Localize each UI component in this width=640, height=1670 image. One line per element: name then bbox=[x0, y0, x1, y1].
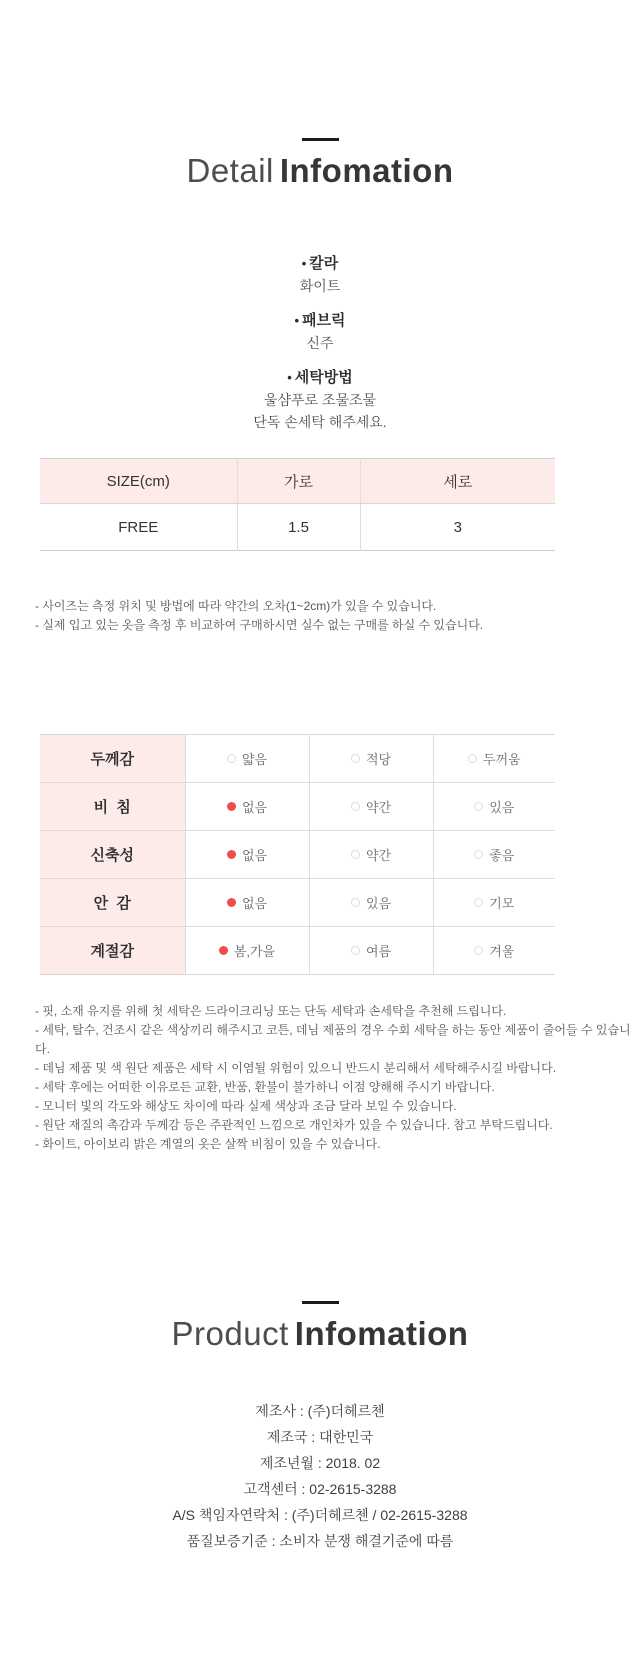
size-header-height: 세로 bbox=[360, 459, 555, 504]
product-info-list bbox=[0, 1398, 640, 1554]
care-note-line: - 핏, 소재 유지를 위해 첫 세탁은 드라이크리닝 또는 단독 세탁과 손세탁을 추천해 드립니다. bbox=[35, 1004, 507, 1018]
product-info-manufacturer: 제조사 : (주)더헤르첸 bbox=[255, 1403, 385, 1419]
attr-option-text: 약간 bbox=[365, 800, 392, 815]
radio-icon bbox=[227, 898, 236, 907]
bullet-icon: • bbox=[301, 256, 307, 271]
radio-icon bbox=[227, 850, 236, 859]
attr-option bbox=[435, 941, 555, 960]
size-header-width: 가로 bbox=[237, 459, 360, 504]
size-cell-width: 1.5 bbox=[237, 504, 360, 551]
spec-color-label bbox=[0, 253, 640, 275]
attr-option-text: 여름 bbox=[365, 944, 392, 959]
section-divider-line bbox=[302, 1301, 339, 1304]
attr-option bbox=[187, 893, 308, 912]
care-notes bbox=[35, 1002, 640, 1154]
spec-washing-value-line1: 울샴푸로 조물조물 bbox=[263, 392, 377, 408]
attr-option bbox=[311, 797, 432, 816]
attr-option bbox=[435, 797, 555, 816]
size-table bbox=[40, 458, 555, 551]
size-cell-height: 3 bbox=[360, 504, 555, 551]
care-note-line: - 데님 제품 및 색 원단 제품은 세탁 시 이염될 위험이 있으니 반드시 분리해서 세탁해주시길 바랍니다. bbox=[35, 1061, 557, 1075]
attr-option-text: 없음 bbox=[241, 800, 268, 815]
attr-row-sheerness bbox=[40, 783, 555, 831]
size-note-line: - 사이즈는 측정 위치 및 방법에 따라 약간의 오차(1~2cm)가 있을 수 있습니다. bbox=[35, 599, 437, 613]
attr-option-text: 기모 bbox=[489, 896, 515, 911]
size-notes bbox=[35, 597, 640, 635]
attr-option-text: 얇음 bbox=[241, 752, 268, 767]
attr-row-lining bbox=[40, 879, 555, 927]
attr-option-text: 봄,가을 bbox=[233, 944, 276, 959]
section-divider-line bbox=[302, 138, 339, 141]
product-title-bold: Infomation bbox=[294, 1315, 469, 1352]
radio-icon bbox=[351, 754, 360, 763]
attr-label: 계절감 bbox=[40, 927, 185, 975]
attr-row-elasticity bbox=[40, 831, 555, 879]
attr-option bbox=[187, 941, 308, 960]
radio-icon bbox=[351, 802, 360, 811]
attr-option-text: 약간 bbox=[365, 848, 392, 863]
attr-option bbox=[187, 797, 308, 816]
attr-label: 두께감 bbox=[40, 735, 185, 783]
attr-option bbox=[435, 749, 555, 768]
radio-icon bbox=[227, 754, 236, 763]
attr-option-text: 두꺼움 bbox=[482, 752, 521, 767]
care-note-line: - 세탁 후에는 어떠한 이유로든 교환, 반품, 환불이 불가하니 이점 양해해 주시기 바랍니다. bbox=[35, 1080, 495, 1094]
spec-bullet-list bbox=[0, 253, 640, 433]
spec-fabric bbox=[0, 310, 640, 354]
attr-label: 비 침 bbox=[40, 783, 185, 831]
bullet-icon: • bbox=[294, 313, 300, 328]
attr-option bbox=[187, 749, 308, 768]
product-title-light: Product bbox=[171, 1315, 289, 1352]
detail-section-title bbox=[0, 151, 640, 191]
spec-color bbox=[0, 253, 640, 297]
size-table-row bbox=[40, 504, 555, 551]
attr-option bbox=[435, 893, 555, 912]
bullet-icon: • bbox=[287, 370, 292, 385]
radio-icon bbox=[351, 898, 360, 907]
attr-option bbox=[311, 749, 432, 768]
care-note-line: - 모니터 빛의 각도와 해상도 차이에 따라 실제 색상과 조금 달라 보일 수 있습니다. bbox=[35, 1099, 457, 1113]
detail-title-bold: Infomation bbox=[279, 152, 454, 189]
size-table-header-row bbox=[40, 459, 555, 504]
radio-icon bbox=[474, 802, 483, 811]
spec-color-label-text: 칼라 bbox=[309, 255, 339, 272]
attr-option-text: 없음 bbox=[241, 896, 268, 911]
attr-option-text: 겨울 bbox=[489, 944, 515, 959]
attr-option-text: 있음 bbox=[489, 800, 515, 815]
attr-label: 안 감 bbox=[40, 879, 185, 927]
product-info-warranty: 품질보증기준 : 소비자 분쟁 해결기준에 따름 bbox=[186, 1533, 454, 1549]
size-header-size: SIZE(cm) bbox=[40, 459, 237, 504]
radio-icon bbox=[474, 850, 483, 859]
attr-option-text: 있음 bbox=[365, 896, 392, 911]
attr-row-season bbox=[40, 927, 555, 975]
spec-washing-label-text: 세탁방법 bbox=[294, 369, 353, 386]
spec-washing-label bbox=[0, 367, 640, 389]
radio-icon bbox=[227, 802, 236, 811]
attr-option bbox=[435, 845, 555, 864]
attr-option bbox=[311, 845, 432, 864]
product-info-date: 제조년월 : 2018. 02 bbox=[259, 1455, 381, 1471]
spec-fabric-label bbox=[0, 310, 640, 332]
attr-option-text: 좋음 bbox=[489, 848, 515, 863]
radio-icon bbox=[468, 754, 477, 763]
spec-color-value: 화이트 bbox=[299, 278, 341, 294]
radio-icon bbox=[351, 946, 360, 955]
radio-icon bbox=[351, 850, 360, 859]
attr-option bbox=[311, 941, 432, 960]
spec-washing-value-line2: 단독 손세탁 해주세요. bbox=[253, 414, 387, 430]
attr-option-text: 적당 bbox=[365, 752, 392, 767]
radio-icon bbox=[474, 946, 483, 955]
care-note-line: - 화이트, 아이보리 밝은 계열의 옷은 살짝 비침이 있을 수 있습니다. bbox=[35, 1137, 381, 1151]
attr-label: 신축성 bbox=[40, 831, 185, 879]
spec-fabric-label-text: 패브릭 bbox=[302, 312, 346, 329]
radio-icon bbox=[219, 946, 228, 955]
attr-row-thickness bbox=[40, 735, 555, 783]
product-info-country: 제조국 : 대한민국 bbox=[266, 1429, 374, 1445]
attr-option bbox=[187, 845, 308, 864]
attr-option-text: 없음 bbox=[241, 848, 268, 863]
care-note-line: - 세탁, 탈수, 건조시 같은 색상끼리 해주시고 코튼, 데님 제품의 경우 수회 세탁을 하는 동안 제품이 줄어들 수 있습니다. bbox=[35, 1023, 631, 1056]
size-cell-name: FREE bbox=[118, 518, 159, 536]
attribute-table bbox=[40, 734, 555, 975]
spec-fabric-value: 신주 bbox=[306, 335, 334, 351]
care-note-line: - 원단 재질의 촉감과 두께감 등은 주관적인 느낌으로 개인차가 있을 수 있습니다. 참고 부탁드립니다. bbox=[35, 1118, 553, 1132]
spec-washing bbox=[0, 367, 640, 433]
product-section-title bbox=[0, 1314, 640, 1354]
attr-option bbox=[311, 893, 432, 912]
product-info-customer-center: 고객센터 : 02-2615-3288 bbox=[243, 1481, 397, 1497]
product-info-as-contact: A/S 책임자연락처 : (주)더헤르첸 / 02-2615-3288 bbox=[172, 1507, 468, 1523]
radio-icon bbox=[474, 898, 483, 907]
size-note-line: - 실제 입고 있는 옷을 측정 후 비교하여 구매하시면 실수 없는 구매를 하실 수 있습니다. bbox=[35, 618, 484, 632]
detail-title-light: Detail bbox=[186, 152, 274, 189]
